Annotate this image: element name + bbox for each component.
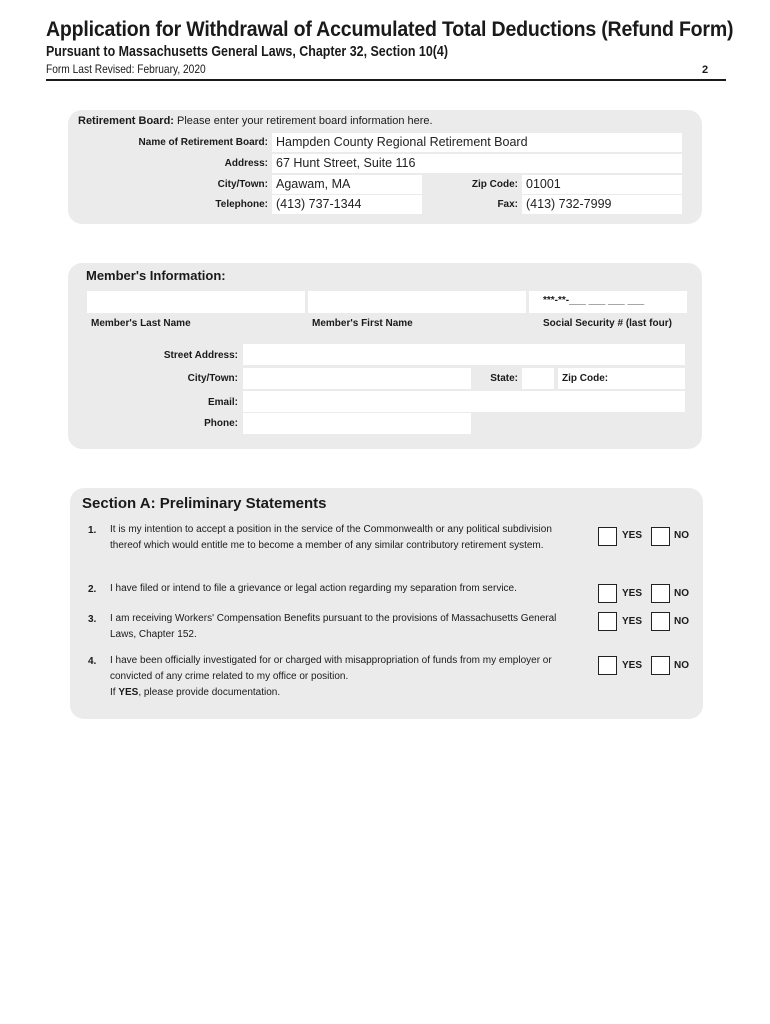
board-name-value: Hampden County Regional Retirement Board	[276, 135, 528, 149]
member-email-field[interactable]	[243, 391, 685, 412]
board-fax-label: Fax:	[497, 199, 518, 210]
member-street-label: Street Address:	[163, 350, 238, 361]
form-title: Application for Withdrawal of Accumulated Total Deductions (Refund Form)	[46, 18, 734, 41]
member-first-name-field[interactable]	[308, 291, 526, 313]
board-city-field[interactable]	[272, 175, 422, 194]
question-4-text: I have been officially investigated for or charged with misappropriation of funds from my employer or convicted of any crime related to my office or position.	[110, 655, 552, 682]
board-zip-label: Zip Code:	[471, 179, 518, 190]
board-address-field[interactable]	[272, 154, 682, 173]
member-street-field[interactable]	[243, 344, 685, 365]
question-4-note	[110, 685, 560, 701]
question-2-yes-checkbox[interactable]	[598, 584, 617, 603]
board-fax-value: (413) 732-7999	[526, 197, 612, 211]
revision-date: Form Last Revised: February, 2020	[46, 62, 206, 76]
member-city-field[interactable]	[243, 368, 471, 389]
board-telephone-label: Telephone:	[215, 199, 268, 210]
member-ssn-mask: ***-**-___ ___ ___ ___	[543, 295, 645, 306]
question-3-no-label: NO	[674, 616, 689, 627]
question-1-no-checkbox[interactable]	[651, 527, 670, 546]
question-4-no-checkbox[interactable]	[651, 656, 670, 675]
board-telephone-field[interactable]	[272, 195, 422, 214]
question-3-number: 3.	[88, 614, 97, 625]
question-2-number: 2.	[88, 584, 97, 595]
header-divider	[46, 79, 726, 81]
question-1-text: It is my intention to accept a position in the service of the Commonwealth or any political subdivision thereof which would entitle me to become a member of any similar contributory retirement system.	[110, 524, 552, 551]
question-3-no-checkbox[interactable]	[651, 612, 670, 631]
question-2-text: I have filed or intend to file a grievance or legal action regarding my separation from service.	[110, 583, 517, 594]
retirement-board-heading: Retirement Board:	[78, 115, 174, 127]
board-telephone-value: (413) 737-1344	[276, 197, 362, 211]
question-4-note-bold: YES	[118, 687, 139, 698]
question-3-yes-checkbox[interactable]	[598, 612, 617, 631]
member-info-heading: Member's Information:	[86, 268, 226, 283]
question-4-number: 4.	[88, 656, 97, 667]
member-phone-field[interactable]	[243, 413, 471, 434]
question-1-yes-checkbox[interactable]	[598, 527, 617, 546]
member-last-name-label: Member's Last Name	[91, 318, 191, 329]
question-1-number: 1.	[88, 525, 97, 536]
retirement-board-intro	[78, 115, 433, 127]
member-ssn-label: Social Security # (last four)	[543, 318, 672, 329]
member-state-label: State:	[490, 373, 518, 384]
section-a-title: Section A: Preliminary Statements	[82, 495, 327, 512]
question-3-text: I am receiving Workers' Compensation Benefits pursuant to the provisions of Massachusetts General Laws, Chapter 152.	[110, 613, 557, 640]
member-city-label: City/Town:	[187, 373, 238, 384]
board-name-label: Name of Retirement Board:	[138, 137, 268, 148]
page-number: 2	[702, 64, 709, 76]
board-fax-field[interactable]	[522, 195, 682, 214]
board-name-field[interactable]	[272, 133, 682, 152]
member-last-name-field[interactable]	[87, 291, 305, 313]
question-1-no-label: NO	[674, 530, 689, 541]
question-4-yes-label: YES	[622, 660, 643, 671]
question-4-yes-checkbox[interactable]	[598, 656, 617, 675]
member-phone-label: Phone:	[204, 418, 238, 429]
member-state-field[interactable]	[522, 368, 554, 389]
member-email-label: Email:	[207, 397, 238, 408]
member-first-name-label: Member's First Name	[312, 318, 413, 329]
question-4-text-block	[110, 653, 560, 701]
board-zip-value: 01001	[526, 177, 561, 191]
board-city-label: City/Town:	[217, 179, 268, 190]
board-address-value: 67 Hunt Street, Suite 116	[276, 156, 416, 170]
question-2-yes-label: YES	[622, 588, 643, 599]
member-zip-label: Zip Code:	[562, 373, 609, 384]
question-1-yes-label: YES	[622, 530, 643, 541]
question-4-note-prefix: If	[110, 687, 119, 698]
form-subtitle: Pursuant to Massachusetts General Laws, Chapter 32, Section 10(4)	[46, 43, 448, 60]
question-4-no-label: NO	[674, 660, 689, 671]
board-city-value: Agawam, MA	[276, 177, 351, 191]
board-zip-field[interactable]	[522, 175, 682, 194]
question-2-no-checkbox[interactable]	[651, 584, 670, 603]
retirement-board-instruction: Please enter your retirement board information here.	[177, 115, 433, 127]
question-2-no-label: NO	[674, 588, 689, 599]
question-4-note-suffix: , please provide documentation.	[138, 687, 281, 698]
member-ssn-field[interactable]	[529, 291, 687, 313]
board-address-label: Address:	[224, 158, 268, 169]
question-3-yes-label: YES	[622, 616, 643, 627]
